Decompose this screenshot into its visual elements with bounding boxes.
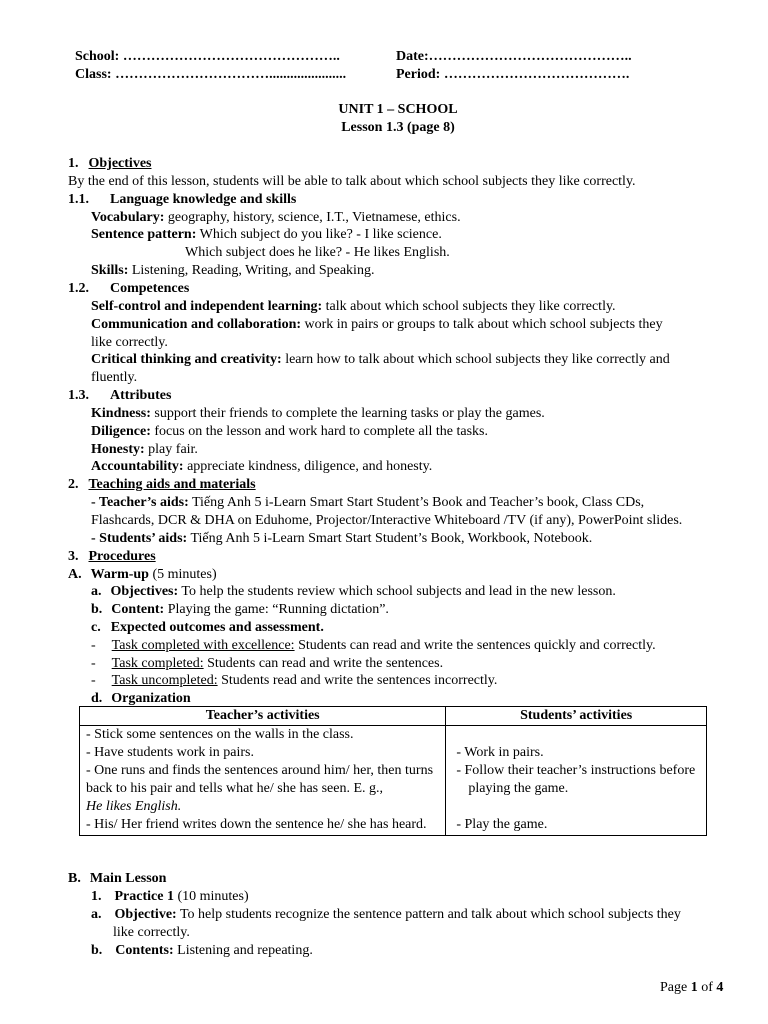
lesson-title: Lesson 1.3 (page 8) (341, 120, 455, 135)
class-label: Class: (75, 67, 112, 82)
students-activities-header: Students’ activities (446, 707, 707, 726)
skills-line: Skills: Listening, Reading, Writing, and Speaking. (91, 263, 375, 278)
communication-line: Communication and collaboration: work in pairs or groups to talk about which school subjects they (91, 317, 663, 332)
expected-outcomes: c. Expected outcomes and assessment. (91, 620, 324, 635)
date-label: Date: (396, 49, 429, 64)
objectives-intro: By the end of this lesson, students will be able to talk about which school subjects they like correctly. (68, 174, 636, 189)
section-1-2-heading: 1.2. Competences (68, 281, 190, 296)
teacher-activity-3: - One runs and finds the sentences around him/ her, then turns back to his pair and tells what he/ she has seen. E. g., He likes English. (86, 763, 434, 814)
task-uncompleted-line: - Task uncompleted: Students read and write the sentences incorrectly. (91, 673, 498, 688)
teachers-aids-line-2: Flashcards, DCR & DHA on Eduhome, Projector/Interactive Whiteboard /TV (if any), PowerPoint slides. (91, 513, 683, 528)
main-lesson-heading: B. Main Lesson (68, 871, 167, 886)
teaching-aids-heading: 2. Teaching aids and materials (68, 477, 256, 492)
student-activity-1: - Work in pairs. (456, 745, 544, 760)
task-excellence-line: - Task completed with excellence: Students can read and write the sentences quickly and correctly. (91, 638, 656, 653)
practice-objective: a. Objective: To help students recognize the sentence pattern and talk about which school subjects they (91, 907, 681, 922)
objectives-heading: 1. Objectives (68, 156, 152, 171)
teachers-activities-header: Teacher’s activities (80, 707, 446, 726)
sentence-pattern-line-2: Which subject does he like? - He likes English. (185, 245, 450, 260)
teachers-activities-cell (80, 726, 446, 836)
period-label: Period: (396, 67, 441, 82)
teacher-activity-2: - Have students work in pairs. (86, 745, 254, 760)
critical-thinking-line: Critical thinking and creativity: learn how to talk about which school subjects they like correctly and (91, 352, 670, 367)
warm-up-heading: A. Warm-up (5 minutes) (68, 567, 217, 582)
section-1-1-heading: 1.1. Language knowledge and skills (68, 192, 297, 207)
procedures-heading: 3. Procedures (68, 549, 156, 564)
sentence-pattern-line: Sentence pattern: Which subject do you like? - I like science. (91, 227, 442, 242)
vocabulary-line: Vocabulary: geography, history, science, I.T., Vietnamese, ethics. (91, 210, 461, 225)
teacher-activity-4: - His/ Her friend writes down the sentence he/ she has heard. (86, 817, 427, 832)
school-label: School: (75, 49, 120, 64)
accountability-line: Accountability: appreciate kindness, diligence, and honesty. (91, 459, 433, 474)
organization-heading: d. Organization (91, 691, 191, 706)
practice-objective-line-2: like correctly. (113, 925, 190, 940)
school-dots: ……………………………………….. (122, 49, 340, 64)
teachers-aids-line: - Teacher’s aids: Tiếng Anh 5 i-Learn Smart Start Student’s Book and Teacher’s book, Class CDs, (91, 495, 645, 510)
class-dots: ……………………………...................... (115, 67, 347, 82)
school-field (75, 48, 340, 66)
teacher-activity-1: - Stick some sentences on the walls in the class. (86, 727, 354, 742)
period-field (396, 66, 629, 84)
critical-thinking-line-2: fluently. (91, 370, 138, 385)
practice-contents: b. Contents: Listening and repeating. (91, 943, 313, 958)
communication-line-2: like correctly. (91, 335, 168, 350)
warm-up-content: b. Content: Playing the game: “Running dictation”. (91, 602, 389, 617)
warm-up-objectives: a. Objectives: To help the students review which school subjects and lead in the new lesson. (91, 584, 616, 599)
date-field (396, 48, 632, 66)
table-row (80, 726, 707, 836)
date-dots: …………………………………….. (428, 49, 632, 64)
example-sentence: He likes English. (86, 799, 182, 814)
self-control-line: Self-control and independent learning: talk about which school subjects they like correctly. (91, 299, 616, 314)
unit-title: UNIT 1 – SCHOOL (338, 102, 458, 117)
practice-1-heading: 1. Practice 1 (10 minutes) (91, 889, 249, 904)
class-field (75, 66, 346, 84)
student-activity-2: - Follow their teacher’s instructions before playing the game. (456, 763, 696, 796)
diligence-line: Diligence: focus on the lesson and work hard to complete all the tasks. (91, 424, 488, 439)
honesty-line: Honesty: play fair. (91, 442, 198, 457)
page-number: Page 1 of 4 (660, 980, 724, 995)
section-1-3-heading: 1.3. Attributes (68, 388, 172, 403)
organization-table (79, 706, 707, 836)
student-activity-3: - Play the game. (456, 817, 548, 832)
students-aids-line: - Students’ aids: Tiếng Anh 5 i-Learn Smart Start Student’s Book, Workbook, Notebook. (91, 531, 593, 546)
period-dots: …………………………………. (443, 67, 630, 82)
kindness-line: Kindness: support their friends to complete the learning tasks or play the games. (91, 406, 545, 421)
students-activities-cell (446, 726, 707, 836)
table-header-row (80, 707, 707, 726)
task-completed-line: - Task completed: Students can read and write the sentences. (91, 656, 444, 671)
